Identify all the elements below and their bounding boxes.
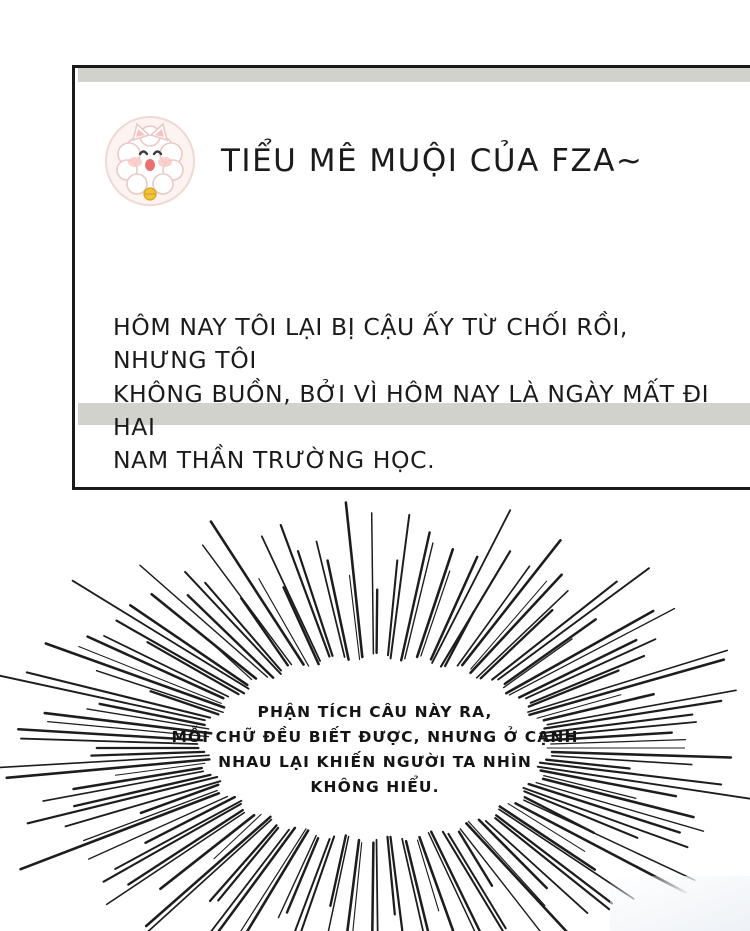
post-body [113,311,723,478]
burst-caption-line: MỖI CHỮ ĐỀU BIẾT ĐƯỢC, NHƯNG Ở CẠNH [171,728,579,747]
post-body-line: KHÔNG BUỒN, BỞI VÌ HÔM NAY LÀ NGÀY MẤT ĐI HAI [113,379,710,442]
social-post-panel [72,65,750,490]
white-fluffy-cat-avatar-icon[interactable] [105,116,195,206]
panel-top-divider [78,68,750,82]
post-body-line: NAM THẦN TRƯỜNG HỌC. [113,446,436,475]
corner-gradient [610,876,750,931]
post-header [105,116,643,206]
post-body-line: HÔM NAY TÔI LẠI BỊ CẬU ẤY TỪ CHỐI RỒI, NHƯNG TÔI [113,313,628,375]
post-title: TIỂU MÊ MUỘI CỦA FZA~ [221,143,644,179]
burst-caption-line: PHẬN TÍCH CÂU NÀY RA, [257,703,493,721]
burst-caption [0,700,750,800]
burst-caption-line: KHÔNG HIỂU. [310,778,440,797]
burst-caption-line: NHAU LẠI KHIẾN NGƯỜI TA NHÌN [218,753,532,772]
